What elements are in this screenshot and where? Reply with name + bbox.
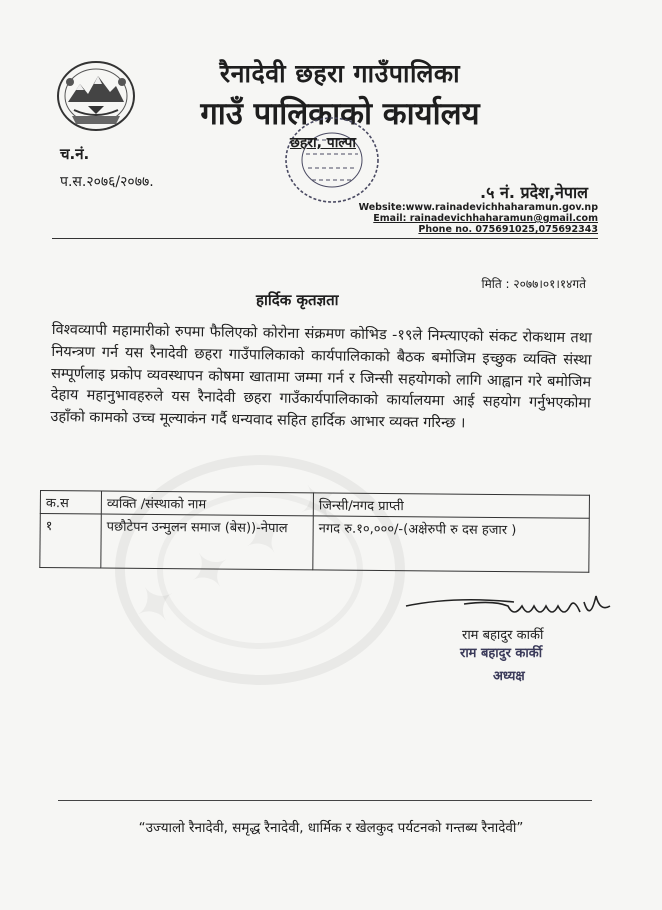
header-divider xyxy=(52,238,598,239)
row-receipt: नगद रु.१०,०००/-(अक्षेरुपी रु दस हजार ) xyxy=(313,516,589,572)
footer-motto: “उज्यालो रैनादेवी, समृद्ध रैनादेवी, धार्मिक र खेलकुद पर्यटनको गन्तब्य रैनादेवी” xyxy=(138,820,524,836)
nepal-emblem-icon xyxy=(54,58,138,134)
fiscal-year-label: प.स.२०७६/२०७७. xyxy=(60,174,154,190)
website-link[interactable]: Website:www.rainadevichhaharamun.gov.np xyxy=(358,202,598,213)
dispatch-number-label: च.नं. xyxy=(60,145,90,163)
letter-date: मिति : २०७७।०१।१४गते xyxy=(481,277,586,291)
office-location: छहरा, पाल्पा xyxy=(290,135,356,151)
header-donor-name: व्यक्ति /संस्थाको नाम xyxy=(101,491,313,516)
signatory-name: राम बहादुर कार्की xyxy=(462,628,544,643)
province-label: .५ नं. प्रदेश,नेपाल xyxy=(479,183,588,202)
office-subtitle: गाउँ पालिकाको कार्यालय xyxy=(200,96,480,132)
footer-divider xyxy=(58,800,592,801)
stamp-signatory-title: अध्यक्ष xyxy=(493,669,525,684)
letter-body: विश्वव्यापी महामारीको रुपमा फैलिएको कोरोना संक्रमण कोभिड -१९ले निम्त्याएको संकट रोकथाम तथा नियन्त्रण गर्न यस रैनादेवी छहरा गाउँपालिकाको कार्यपालिकाको बैठक बमोजिम इच्छुक व्यक्ति संस्था सम्पूर्णलाइ प्रकोप व्यवस्थापन कोषमा खातामा जम्मा गर्न र जिन्सी सहयोगको लागि आह्वान गरे बमोजिम देहाय महानुभावहरुले यस रैनादेवी छहरा गाउँकार्यपालिकाको कार्यालयमा आई सहयोग गर्नुभएकोमा उहाँको कामको उच्च मूल्याकंन गर्दै धन्यवाद सहित हार्दिक आभार व्यक्त गरिन्छ । xyxy=(50,321,592,432)
header-receipt: जिन्सी/नगद प्राप्ती xyxy=(313,493,589,518)
letter-subject: हार्दिक कृतज्ञता xyxy=(256,291,339,309)
phone-number: Phone no. 075691025,075692343 xyxy=(418,224,598,235)
stamp-signatory-name: राम बहादुर कार्की xyxy=(460,646,543,661)
email-link[interactable]: Email: rainadevichhaharamun@gmail.com xyxy=(373,213,598,224)
row-serial: १ xyxy=(40,514,101,569)
donor-table xyxy=(39,490,590,573)
office-title: रैनादेवी छहरा गाउँपालिका xyxy=(219,59,461,88)
contact-block xyxy=(359,202,598,235)
office-seal-stamp xyxy=(272,110,382,206)
table-row xyxy=(40,514,589,573)
row-donor-name: पछौटेपन उन्मुलन समाज (बेस))-नेपाल xyxy=(101,514,313,570)
header-serial: क.स xyxy=(40,491,101,515)
